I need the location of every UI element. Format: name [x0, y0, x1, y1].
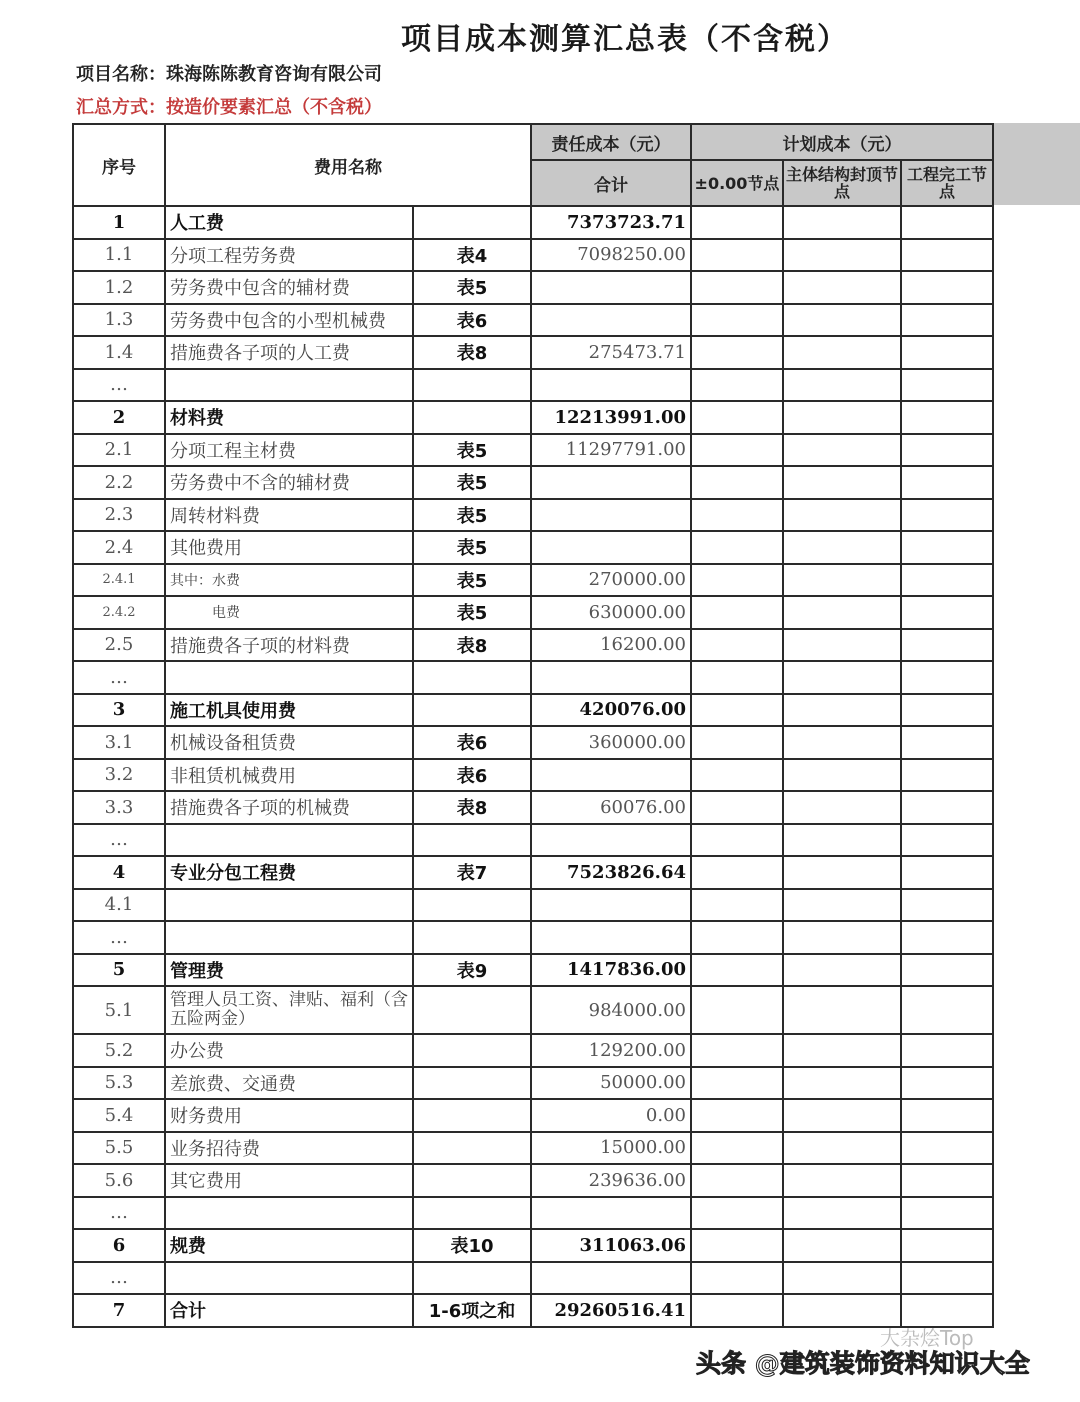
row-table-ref: 1-6项之和	[413, 1294, 531, 1327]
header-responsibility-cost: 责任成本（元）	[531, 124, 691, 160]
row-total-amount: 11297791.00	[531, 434, 691, 467]
row-plan-completion	[901, 531, 993, 564]
table-row	[73, 336, 993, 369]
row-fee-name: 劳务费中包含的辅材费	[165, 271, 413, 304]
cost-summary-table	[72, 123, 994, 1328]
row-total-amount	[531, 759, 691, 792]
row-fee-name: 分项工程主材费	[165, 434, 413, 467]
row-seq: 1.4	[73, 336, 165, 369]
row-plan-ground	[691, 824, 783, 857]
row-fee-name: 差旅费、交通费	[165, 1067, 413, 1100]
row-fee-name: 材料费	[165, 401, 413, 434]
table-row	[73, 369, 993, 402]
row-table-ref	[413, 661, 531, 694]
row-total-amount: 15000.00	[531, 1132, 691, 1165]
row-plan-topping	[783, 304, 901, 337]
row-plan-ground	[691, 531, 783, 564]
project-name-line	[76, 60, 382, 86]
row-fee-name	[165, 889, 413, 922]
row-plan-topping	[783, 401, 901, 434]
row-seq: 3.3	[73, 791, 165, 824]
row-total-amount: 50000.00	[531, 1067, 691, 1100]
row-fee-name: 劳务费中包含的小型机械费	[165, 304, 413, 337]
row-seq: 5	[73, 954, 165, 987]
table-row	[73, 856, 993, 889]
row-fee-name: 专业分包工程费	[165, 856, 413, 889]
row-plan-completion	[901, 889, 993, 922]
row-plan-topping	[783, 759, 901, 792]
row-fee-name	[165, 661, 413, 694]
row-plan-completion	[901, 1132, 993, 1165]
row-table-ref	[413, 1262, 531, 1295]
row-fee-name: 机械设备租赁费	[165, 726, 413, 759]
row-total-amount: 270000.00	[531, 564, 691, 597]
row-total-amount: 12213991.00	[531, 401, 691, 434]
table-row	[73, 986, 993, 1034]
header-seq: 序号	[73, 124, 165, 206]
row-fee-name: 管理费	[165, 954, 413, 987]
watermark: 头条 @建筑装饰资料知识大全	[696, 1349, 1030, 1378]
row-plan-topping	[783, 1262, 901, 1295]
row-table-ref	[413, 694, 531, 727]
row-total-amount: 1417836.00	[531, 954, 691, 987]
row-fee-name	[165, 921, 413, 954]
row-plan-topping	[783, 434, 901, 467]
row-total-amount: 129200.00	[531, 1034, 691, 1067]
row-seq: 2.4.1	[73, 564, 165, 597]
row-plan-ground	[691, 239, 783, 272]
row-table-ref: 表5	[413, 271, 531, 304]
row-plan-ground	[691, 466, 783, 499]
row-fee-name: 其它费用	[165, 1164, 413, 1197]
table-row	[73, 1034, 993, 1067]
row-plan-topping	[783, 271, 901, 304]
row-seq: 2.3	[73, 499, 165, 532]
row-total-amount: 29260516.41	[531, 1294, 691, 1327]
row-plan-topping	[783, 856, 901, 889]
row-plan-topping	[783, 726, 901, 759]
row-seq: …	[73, 661, 165, 694]
row-plan-completion	[901, 434, 993, 467]
row-fee-name	[165, 369, 413, 402]
row-fee-name: 合计	[165, 1294, 413, 1327]
row-fee-name	[165, 824, 413, 857]
row-plan-topping	[783, 1164, 901, 1197]
row-fee-name: 其他费用	[165, 531, 413, 564]
row-seq: …	[73, 369, 165, 402]
row-seq: 5.2	[73, 1034, 165, 1067]
row-total-amount	[531, 1262, 691, 1295]
row-plan-topping	[783, 954, 901, 987]
row-plan-topping	[783, 1229, 901, 1262]
table-row	[73, 304, 993, 337]
row-plan-completion	[901, 824, 993, 857]
row-total-amount: 7098250.00	[531, 239, 691, 272]
row-seq: 6	[73, 1229, 165, 1262]
row-seq: 3.2	[73, 759, 165, 792]
row-seq: 5.4	[73, 1099, 165, 1132]
row-table-ref	[413, 369, 531, 402]
row-plan-ground	[691, 401, 783, 434]
row-plan-completion	[901, 661, 993, 694]
row-plan-topping	[783, 1034, 901, 1067]
table-row	[73, 1262, 993, 1295]
row-plan-completion	[901, 466, 993, 499]
row-plan-ground	[691, 564, 783, 597]
row-total-amount: 275473.71	[531, 336, 691, 369]
row-total-amount	[531, 824, 691, 857]
table-row	[73, 564, 993, 597]
document-title: 项目成本测算汇总表（不含税）	[401, 22, 849, 57]
header-planned-cost: 计划成本（元）	[691, 124, 993, 160]
row-plan-completion	[901, 759, 993, 792]
header-node-ground: ±0.00节点	[691, 160, 783, 206]
row-plan-ground	[691, 1164, 783, 1197]
table-row	[73, 596, 993, 629]
row-plan-completion	[901, 596, 993, 629]
table-row	[73, 824, 993, 857]
row-plan-topping	[783, 369, 901, 402]
row-total-amount	[531, 369, 691, 402]
row-table-ref: 表5	[413, 499, 531, 532]
row-fee-name: 规费	[165, 1229, 413, 1262]
project-name: 珠海陈陈教育咨询有限公司	[166, 64, 382, 85]
row-plan-completion	[901, 401, 993, 434]
header-fee-name: 费用名称	[165, 124, 531, 206]
row-table-ref	[413, 1067, 531, 1100]
table-row	[73, 1229, 993, 1262]
table-row	[73, 1294, 993, 1327]
row-plan-topping	[783, 596, 901, 629]
header-gray-band	[990, 123, 1080, 205]
row-table-ref: 表5	[413, 434, 531, 467]
row-table-ref: 表8	[413, 791, 531, 824]
row-total-amount	[531, 1197, 691, 1230]
row-plan-completion	[901, 564, 993, 597]
table-row	[73, 1067, 993, 1100]
row-table-ref	[413, 1132, 531, 1165]
row-table-ref	[413, 1034, 531, 1067]
row-seq: …	[73, 1197, 165, 1230]
table-row	[73, 759, 993, 792]
row-total-amount	[531, 499, 691, 532]
row-fee-name: 财务费用	[165, 1099, 413, 1132]
table-row	[73, 921, 993, 954]
row-total-amount	[531, 531, 691, 564]
row-plan-completion	[901, 336, 993, 369]
row-plan-topping	[783, 466, 901, 499]
row-table-ref	[413, 921, 531, 954]
table-row	[73, 401, 993, 434]
row-plan-topping	[783, 986, 901, 1034]
row-fee-name: 措施费各子项的人工费	[165, 336, 413, 369]
row-seq: 5.1	[73, 986, 165, 1034]
row-seq: 5.6	[73, 1164, 165, 1197]
row-seq: 2.4	[73, 531, 165, 564]
row-plan-ground	[691, 369, 783, 402]
row-total-amount: 984000.00	[531, 986, 691, 1034]
row-fee-name: 业务招待费	[165, 1132, 413, 1165]
row-plan-completion	[901, 1197, 993, 1230]
row-fee-name: 周转材料费	[165, 499, 413, 532]
header-node-completion: 工程完工节点	[901, 160, 993, 206]
row-plan-topping	[783, 1067, 901, 1100]
row-plan-completion	[901, 629, 993, 662]
row-fee-name	[165, 1262, 413, 1295]
table-row	[73, 271, 993, 304]
method-label: 汇总方式：	[76, 97, 166, 118]
row-table-ref: 表6	[413, 726, 531, 759]
row-fee-name: 管理人员工资、津贴、福利（含五险两金）	[165, 986, 413, 1034]
row-plan-ground	[691, 304, 783, 337]
row-plan-ground	[691, 954, 783, 987]
row-plan-completion	[901, 1067, 993, 1100]
row-plan-ground	[691, 856, 783, 889]
row-total-amount: 16200.00	[531, 629, 691, 662]
row-plan-completion	[901, 1164, 993, 1197]
row-total-amount	[531, 921, 691, 954]
row-table-ref: 表8	[413, 629, 531, 662]
row-total-amount	[531, 889, 691, 922]
row-plan-topping	[783, 629, 901, 662]
table-row	[73, 791, 993, 824]
row-table-ref: 表6	[413, 304, 531, 337]
row-fee-name: 非租赁机械费用	[165, 759, 413, 792]
row-plan-completion	[901, 954, 993, 987]
row-plan-completion	[901, 271, 993, 304]
row-table-ref: 表5	[413, 596, 531, 629]
row-table-ref: 表8	[413, 336, 531, 369]
row-seq: 1.3	[73, 304, 165, 337]
table-row	[73, 531, 993, 564]
row-total-amount: 239636.00	[531, 1164, 691, 1197]
row-table-ref	[413, 824, 531, 857]
row-plan-topping	[783, 564, 901, 597]
row-plan-topping	[783, 1132, 901, 1165]
row-plan-completion	[901, 1262, 993, 1295]
row-plan-topping	[783, 206, 901, 239]
row-plan-completion	[901, 921, 993, 954]
row-table-ref: 表10	[413, 1229, 531, 1262]
row-plan-ground	[691, 694, 783, 727]
row-seq: 3	[73, 694, 165, 727]
header-total: 合计	[531, 160, 691, 206]
table-row	[73, 1099, 993, 1132]
table-row	[73, 1164, 993, 1197]
table-row	[73, 726, 993, 759]
row-plan-ground	[691, 661, 783, 694]
row-plan-ground	[691, 889, 783, 922]
table-row	[73, 629, 993, 662]
table-body	[73, 206, 993, 1327]
row-plan-ground	[691, 726, 783, 759]
table-row	[73, 1197, 993, 1230]
row-plan-ground	[691, 759, 783, 792]
row-table-ref	[413, 889, 531, 922]
row-plan-ground	[691, 1262, 783, 1295]
table-row	[73, 661, 993, 694]
row-table-ref	[413, 206, 531, 239]
row-seq: 4.1	[73, 889, 165, 922]
row-seq: 1.1	[73, 239, 165, 272]
method-value: 按造价要素汇总（不含税）	[166, 97, 382, 118]
row-fee-name: 措施费各子项的机械费	[165, 791, 413, 824]
row-table-ref: 表5	[413, 466, 531, 499]
row-table-ref: 表5	[413, 564, 531, 597]
row-plan-ground	[691, 1229, 783, 1262]
row-plan-topping	[783, 694, 901, 727]
row-plan-ground	[691, 1132, 783, 1165]
row-fee-name: 分项工程劳务费	[165, 239, 413, 272]
table-row	[73, 1132, 993, 1165]
table-row	[73, 694, 993, 727]
row-seq: 1.2	[73, 271, 165, 304]
row-plan-ground	[691, 921, 783, 954]
row-seq: 2.2	[73, 466, 165, 499]
table-row	[73, 239, 993, 272]
row-plan-completion	[901, 239, 993, 272]
row-plan-ground	[691, 434, 783, 467]
row-seq: 3.1	[73, 726, 165, 759]
row-seq: …	[73, 824, 165, 857]
row-plan-completion	[901, 304, 993, 337]
row-seq: …	[73, 1262, 165, 1295]
row-plan-completion	[901, 986, 993, 1034]
row-plan-ground	[691, 336, 783, 369]
row-plan-completion	[901, 791, 993, 824]
row-plan-topping	[783, 921, 901, 954]
row-plan-ground	[691, 271, 783, 304]
row-plan-topping	[783, 889, 901, 922]
table-row	[73, 434, 993, 467]
row-seq: 7	[73, 1294, 165, 1327]
row-fee-name: 电费	[165, 596, 413, 629]
row-seq: 2.1	[73, 434, 165, 467]
row-fee-name: 人工费	[165, 206, 413, 239]
row-total-amount: 420076.00	[531, 694, 691, 727]
row-plan-completion	[901, 499, 993, 532]
row-plan-ground	[691, 1099, 783, 1132]
row-seq: …	[73, 921, 165, 954]
row-plan-topping	[783, 499, 901, 532]
row-total-amount: 60076.00	[531, 791, 691, 824]
row-seq: 1	[73, 206, 165, 239]
row-plan-completion	[901, 369, 993, 402]
row-fee-name: 办公费	[165, 1034, 413, 1067]
row-plan-topping	[783, 336, 901, 369]
row-table-ref	[413, 986, 531, 1034]
row-total-amount	[531, 466, 691, 499]
row-total-amount: 311063.06	[531, 1229, 691, 1262]
table-row	[73, 954, 993, 987]
row-seq: 2	[73, 401, 165, 434]
row-total-amount	[531, 661, 691, 694]
row-plan-topping	[783, 791, 901, 824]
row-seq: 5.5	[73, 1132, 165, 1165]
table-row	[73, 206, 993, 239]
row-table-ref: 表9	[413, 954, 531, 987]
row-total-amount: 7523826.64	[531, 856, 691, 889]
row-plan-completion	[901, 856, 993, 889]
row-seq: 4	[73, 856, 165, 889]
summary-method-line	[76, 93, 382, 119]
row-plan-ground	[691, 1067, 783, 1100]
row-seq: 2.5	[73, 629, 165, 662]
row-plan-ground	[691, 206, 783, 239]
row-plan-ground	[691, 791, 783, 824]
table-row	[73, 889, 993, 922]
row-plan-completion	[901, 206, 993, 239]
row-seq: 5.3	[73, 1067, 165, 1100]
row-plan-ground	[691, 1034, 783, 1067]
row-fee-name	[165, 1197, 413, 1230]
row-table-ref: 表6	[413, 759, 531, 792]
row-table-ref	[413, 1099, 531, 1132]
row-plan-ground	[691, 596, 783, 629]
row-fee-name: 劳务费中不含的辅材费	[165, 466, 413, 499]
row-total-amount: 0.00	[531, 1099, 691, 1132]
row-plan-completion	[901, 1229, 993, 1262]
table-row	[73, 499, 993, 532]
row-plan-completion	[901, 1099, 993, 1132]
project-label: 项目名称：	[76, 64, 166, 85]
row-fee-name: 措施费各子项的材料费	[165, 629, 413, 662]
row-plan-ground	[691, 499, 783, 532]
row-plan-completion	[901, 694, 993, 727]
row-total-amount	[531, 271, 691, 304]
row-plan-ground	[691, 1197, 783, 1230]
row-total-amount	[531, 304, 691, 337]
header-node-topping: 主体结构封顶节点	[783, 160, 901, 206]
row-fee-name: 其中：水费	[165, 564, 413, 597]
row-plan-ground	[691, 1294, 783, 1327]
row-fee-name: 施工机具使用费	[165, 694, 413, 727]
row-total-amount: 630000.00	[531, 596, 691, 629]
row-table-ref	[413, 1197, 531, 1230]
row-total-amount: 7373723.71	[531, 206, 691, 239]
row-seq: 2.4.2	[73, 596, 165, 629]
row-table-ref	[413, 1164, 531, 1197]
row-table-ref	[413, 401, 531, 434]
row-plan-completion	[901, 726, 993, 759]
row-plan-topping	[783, 1197, 901, 1230]
row-plan-topping	[783, 824, 901, 857]
table-row	[73, 466, 993, 499]
row-table-ref: 表4	[413, 239, 531, 272]
row-plan-ground	[691, 986, 783, 1034]
row-plan-topping	[783, 531, 901, 564]
row-plan-topping	[783, 239, 901, 272]
row-plan-topping	[783, 661, 901, 694]
row-plan-topping	[783, 1099, 901, 1132]
row-plan-ground	[691, 629, 783, 662]
row-table-ref: 表7	[413, 856, 531, 889]
row-table-ref: 表5	[413, 531, 531, 564]
watermark-faint: 大杂烩Top	[880, 1326, 974, 1350]
row-total-amount: 360000.00	[531, 726, 691, 759]
row-plan-completion	[901, 1034, 993, 1067]
